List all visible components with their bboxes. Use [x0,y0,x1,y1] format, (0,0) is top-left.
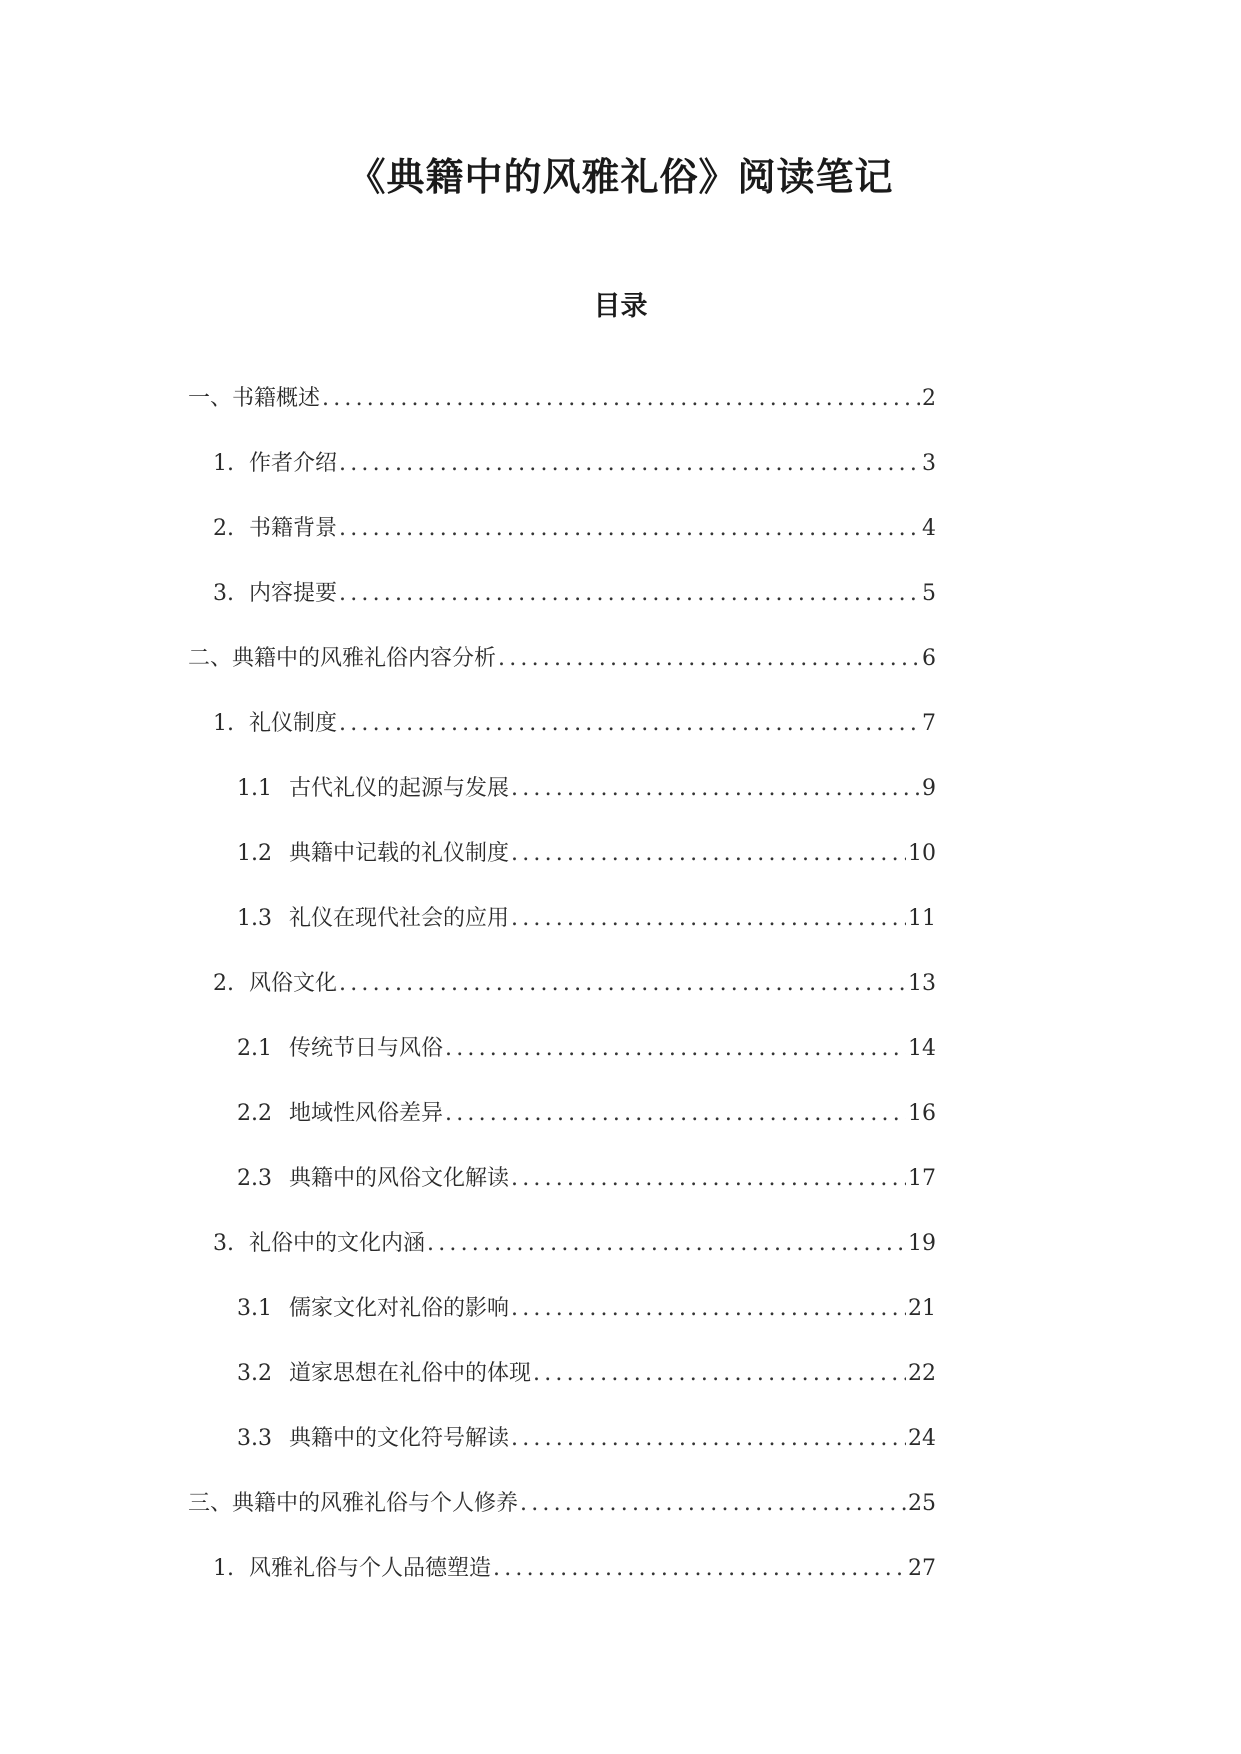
toc-entry-label: 典籍中的风俗文化解读 [289,1166,510,1191]
toc-entry-label: 作者介绍 [249,451,338,476]
toc-entry-page-number: 21 [908,1296,936,1321]
toc-entry-page-number: 19 [908,1231,936,1256]
toc-entry-number: 1.3 [237,906,272,931]
toc-entry-page-number: 24 [908,1426,936,1451]
toc-entry-number: 1.1 [237,776,272,801]
toc-entry[interactable] [213,577,936,642]
toc-entry-number: 1. [213,451,234,476]
dot-leader [511,1162,906,1196]
toc-entry[interactable] [213,447,936,512]
toc-entry-number: 3.3 [237,1426,272,1451]
toc-entry-label: 古代礼仪的起源与发展 [289,776,510,801]
toc-entry-label: 风雅礼俗与个人品德塑造 [249,1556,492,1581]
dot-leader [511,902,906,936]
toc-entry-label: 书籍背景 [249,516,338,541]
toc-entry-page-number: 3 [922,451,936,476]
toc-entry-label: 风俗文化 [249,971,338,996]
toc-entry[interactable] [237,1292,936,1357]
toc-entry[interactable] [237,1357,936,1422]
toc-entry-page-number: 6 [922,646,936,671]
toc-entry-page-number: 4 [922,516,936,541]
toc-entry-page-number: 9 [922,776,936,801]
toc-entry-label: 地域性风俗差异 [289,1101,444,1126]
dot-leader [498,642,920,676]
toc-entry-number: 3. [213,581,234,606]
dot-leader [511,1292,906,1326]
toc-entry[interactable] [213,967,936,1032]
toc-entry-page-number: 16 [908,1101,936,1126]
toc-entry[interactable] [237,1032,936,1097]
toc-entry-page-number: 17 [908,1166,936,1191]
toc-entry-label: 内容提要 [249,581,338,606]
dot-leader [511,772,920,806]
toc-entry-number: 1.2 [237,841,272,866]
toc-entry[interactable] [237,1422,936,1487]
toc-entry-page-number: 10 [908,841,936,866]
toc-entry[interactable] [188,642,936,707]
table-of-contents [0,382,1241,1617]
toc-entry-number: 2. [213,516,234,541]
toc-entry[interactable] [188,1487,936,1552]
dot-leader [445,1032,906,1066]
dot-leader [445,1097,906,1131]
toc-entry[interactable] [188,382,936,447]
toc-entry-number: 1. [213,1556,234,1581]
toc-entry[interactable] [213,512,936,577]
dot-leader [339,447,920,481]
dot-leader [339,967,906,1001]
toc-entry-number: 1. [213,711,234,736]
dot-leader [533,1357,906,1391]
toc-entry-number: 2.1 [237,1036,272,1061]
toc-entry-label: 二、典籍中的风雅礼俗内容分析 [188,646,497,671]
toc-entry-page-number: 27 [908,1556,936,1581]
toc-entry-number: 2.3 [237,1166,272,1191]
toc-entry-label: 传统节日与风俗 [289,1036,444,1061]
toc-entry[interactable] [213,707,936,772]
toc-entry-page-number: 14 [908,1036,936,1061]
toc-entry[interactable] [213,1552,936,1617]
dot-leader [322,382,920,416]
toc-entry-label: 一、书籍概述 [188,386,321,411]
toc-entry-label: 三、典籍中的风雅礼俗与个人修养 [188,1491,519,1516]
dot-leader [339,512,920,546]
dot-leader [339,577,920,611]
toc-entry-page-number: 7 [922,711,936,736]
toc-entry-page-number: 13 [908,971,936,996]
toc-entry-label: 礼俗中的文化内涵 [249,1231,426,1256]
toc-entry-page-number: 22 [908,1361,936,1386]
toc-entry-page-number: 2 [922,386,936,411]
dot-leader [511,837,906,871]
document-title: 《典籍中的风雅礼俗》阅读笔记 [347,155,894,199]
toc-entry[interactable] [237,772,936,837]
toc-entry[interactable] [237,837,936,902]
toc-entry-page-number: 5 [922,581,936,606]
toc-entry-number: 2. [213,971,234,996]
toc-entry-label: 道家思想在礼俗中的体现 [289,1361,532,1386]
toc-entry-page-number: 11 [908,906,936,931]
toc-entry[interactable] [237,1162,936,1227]
toc-entry-number: 3. [213,1231,234,1256]
dot-leader [511,1422,906,1456]
dot-leader [339,707,920,741]
toc-entry-number: 2.2 [237,1101,272,1126]
toc-entry-label: 典籍中的文化符号解读 [289,1426,510,1451]
toc-entry-label: 礼仪制度 [249,711,338,736]
dot-leader [427,1227,906,1261]
toc-entry-label: 儒家文化对礼俗的影响 [289,1296,510,1321]
dot-leader [520,1487,906,1521]
dot-leader [493,1552,906,1586]
toc-entry[interactable] [237,1097,936,1162]
toc-entry-number: 3.2 [237,1361,272,1386]
toc-entry[interactable] [237,902,936,967]
toc-entry-label: 典籍中记载的礼仪制度 [289,841,510,866]
toc-entry-label: 礼仪在现代社会的应用 [289,906,510,931]
toc-entry[interactable] [213,1227,936,1292]
toc-entry-page-number: 25 [908,1491,936,1516]
toc-entry-number: 3.1 [237,1296,272,1321]
toc-heading: 目录 [593,291,648,322]
